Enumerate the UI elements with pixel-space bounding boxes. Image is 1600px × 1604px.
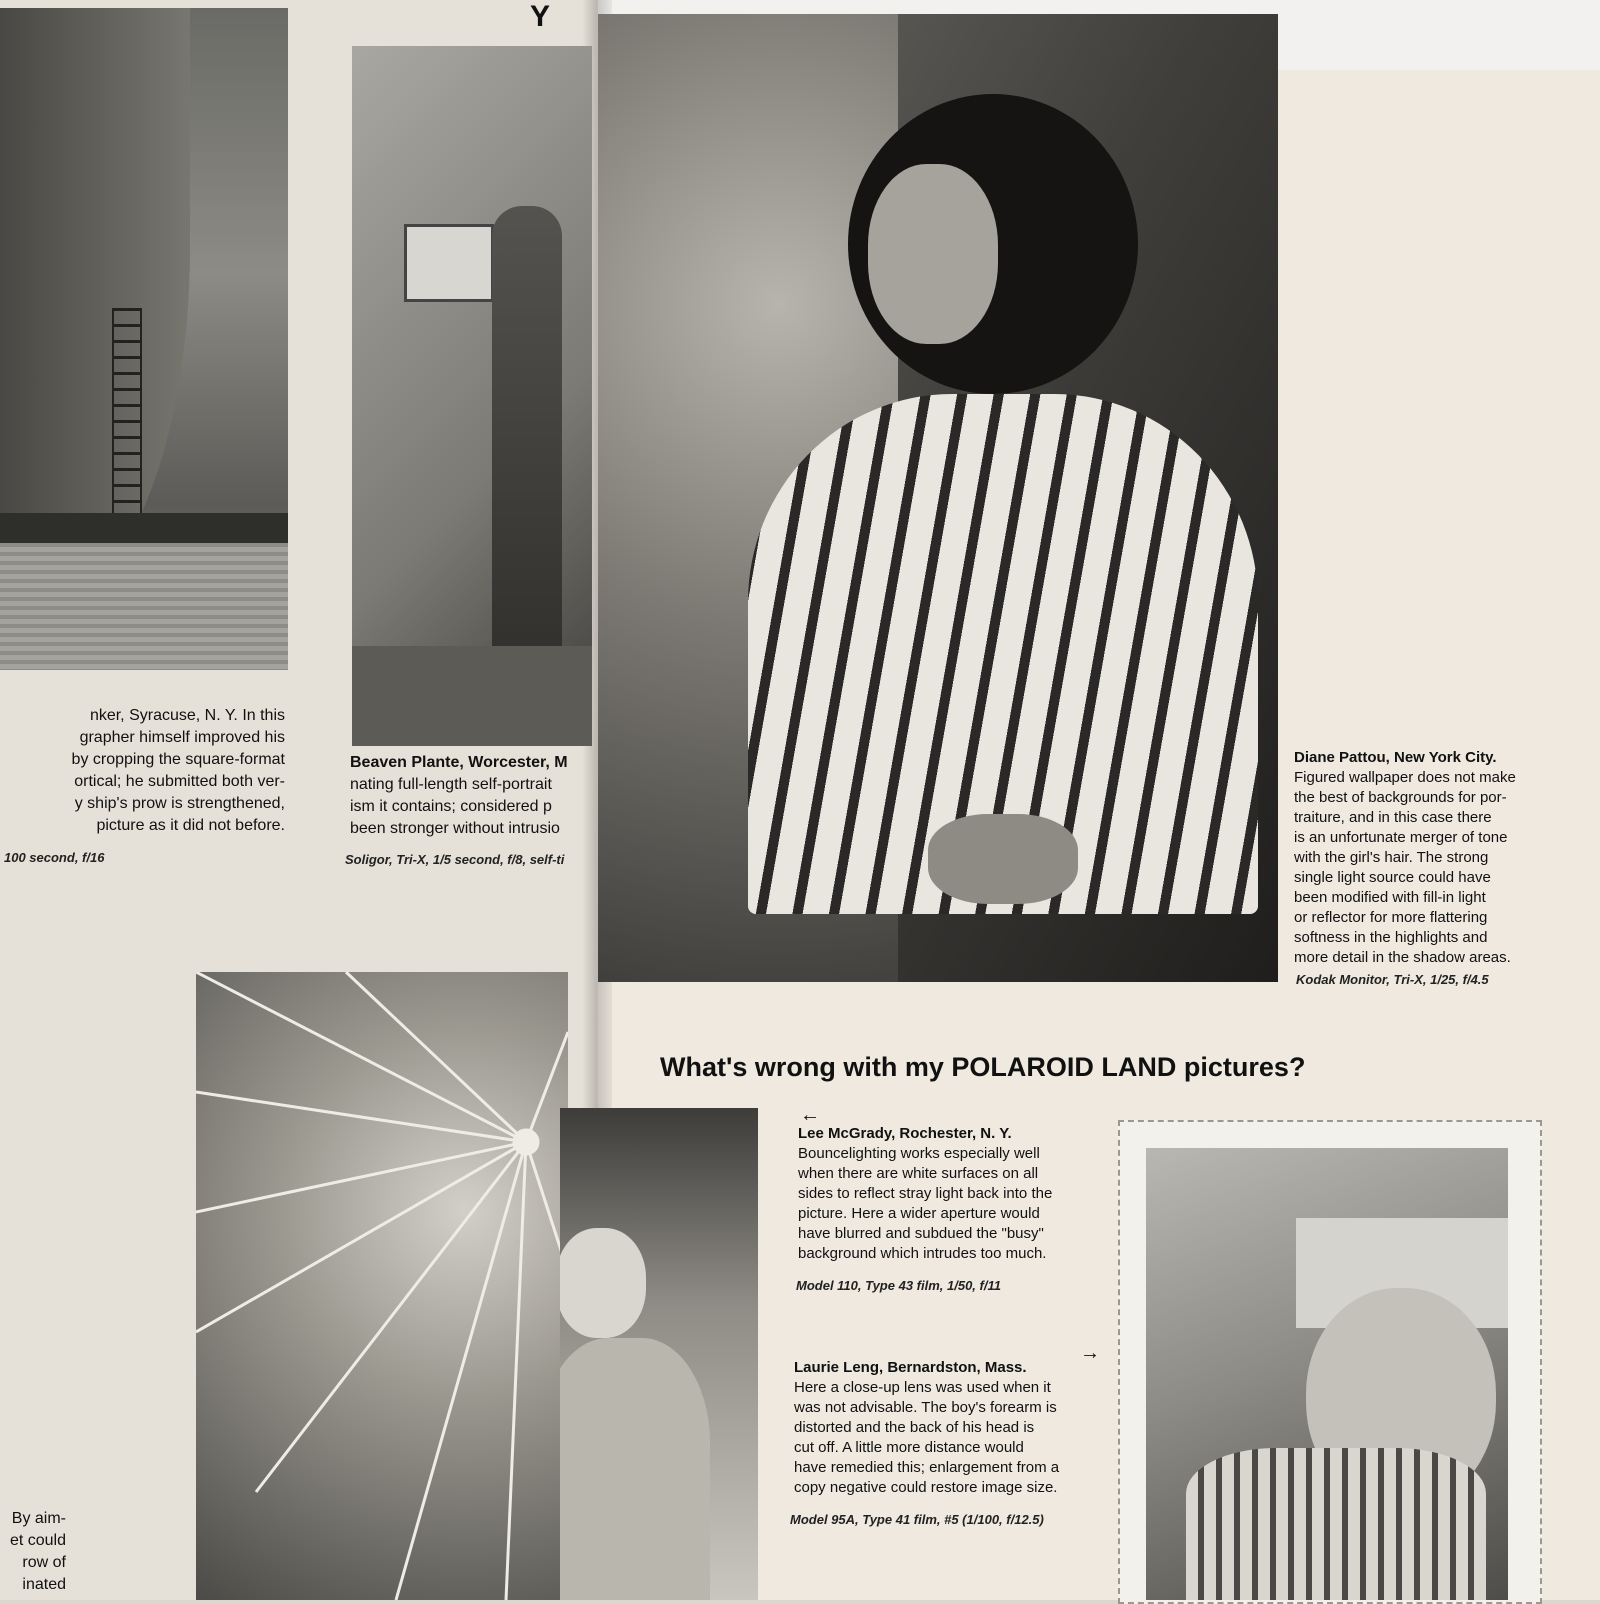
floor [352,646,592,746]
ship-caption [0,705,285,837]
caption-name: Lee McGrady, Rochester, N. Y. [798,1125,1012,1142]
self-portrait-caption [350,752,590,840]
hands [928,814,1078,904]
body [560,1338,710,1600]
lee-tech-data: Model 110, Type 43 film, 1/50, f/11 [796,1278,1001,1293]
caption-line: inated [22,1576,66,1593]
caption-line: distorted and the back of his head is [794,1419,1035,1436]
caption-line: sides to reflect stray light back into the [798,1185,1053,1202]
wall-mirror [404,224,494,302]
arrow-right-icon: → [1080,1342,1100,1364]
caption-line: or reflector for more flattering [1294,909,1488,926]
caption-name: Laurie Leng, Bernardston, Mass. [794,1359,1027,1376]
face [868,164,998,344]
caption-name: Diane Pattou, New York City. [1294,749,1497,766]
laurie-tech-data: Model 95A, Type 41 film, #5 (1/100, f/12.5) [790,1512,1044,1527]
caption-line: single light source could have [1294,869,1491,886]
umbrella-ribs [196,972,568,1600]
boy-drinking-photo [1146,1148,1508,1600]
section-headline: What's wrong with my POLAROID LAND pictures? [660,1052,1306,1082]
striped-shirt [1186,1448,1486,1600]
caption-line: was not advisable. The boy's forearm is [794,1399,1057,1416]
caption-line: picture. Here a wider aperture would [798,1205,1040,1222]
ship-prow-photo [0,8,288,670]
caption-line: more detail in the shadow areas. [1294,949,1511,966]
caption-line: been stronger without intrusio [350,820,560,837]
umbrella-photo [196,972,568,1600]
caption-line: the best of backgrounds for por- [1294,789,1507,806]
caption-line: ortical; he submitted both ver- [74,773,285,790]
caption-line: nker, Syracuse, N. Y. In this [89,707,285,724]
caption-line: is an unfortunate merger of tone [1294,829,1508,846]
shoreline [0,513,288,543]
diane-caption [1294,748,1590,968]
caption-line: softness in the highlights and [1294,929,1488,946]
caption-line: when there are white surfaces on all [798,1165,1039,1182]
diane-tech-data: Kodak Monitor, Tri-X, 1/25, f/4.5 [1296,972,1489,987]
caption-line: Here a close-up lens was used when it [794,1379,1051,1396]
caption-line: cut off. A little more distance would [794,1439,1024,1456]
head [560,1228,646,1338]
caption-line: nating full-length self-portrait [350,776,552,793]
caption-line: By aim- [11,1510,66,1527]
lee-caption [798,1124,1108,1264]
caption-line: with the girl's hair. The strong [1294,849,1489,866]
arrow-left-icon: ← [800,1104,820,1126]
caption-line: background which intrudes too much. [798,1245,1047,1262]
left-bottom-caption [0,1508,66,1596]
self-portrait-tech-data: Soligor, Tri-X, 1/5 second, f/8, self-ti [345,852,565,867]
caption-line: have blurred and subdued the "busy" [798,1225,1044,1242]
caption-name: Beaven Plante, Worcester, M [350,754,568,771]
portrait-photo-woman [598,14,1278,982]
self-portrait-photo [352,46,592,746]
caption-line: by cropping the square-format [71,751,285,768]
caption-line: been modified with fill-in light [1294,889,1486,906]
caption-line: traiture, and in this case there [1294,809,1492,826]
caption-line: ism it contains; considered p [350,798,552,815]
caption-line: et could [9,1532,66,1549]
caption-line: grapher himself improved his [79,729,285,746]
caption-line: Bouncelighting works especially well [798,1145,1040,1162]
masthead-fragment: Y [530,0,551,33]
water [0,543,288,670]
ship-tech-data: 100 second, f/16 [4,850,105,865]
caption-line: copy negative could restore image size. [794,1479,1058,1496]
laurie-caption [794,1358,1109,1498]
caption-line: Figured wallpaper does not make [1294,769,1516,786]
caption-line: picture as it did not before. [96,817,285,834]
kitchen-woman-photo [560,1108,758,1600]
caption-line: y ship's prow is strengthened, [74,795,285,812]
caption-line: have remedied this; enlargement from a [794,1459,1060,1476]
caption-line: row of [22,1554,66,1571]
